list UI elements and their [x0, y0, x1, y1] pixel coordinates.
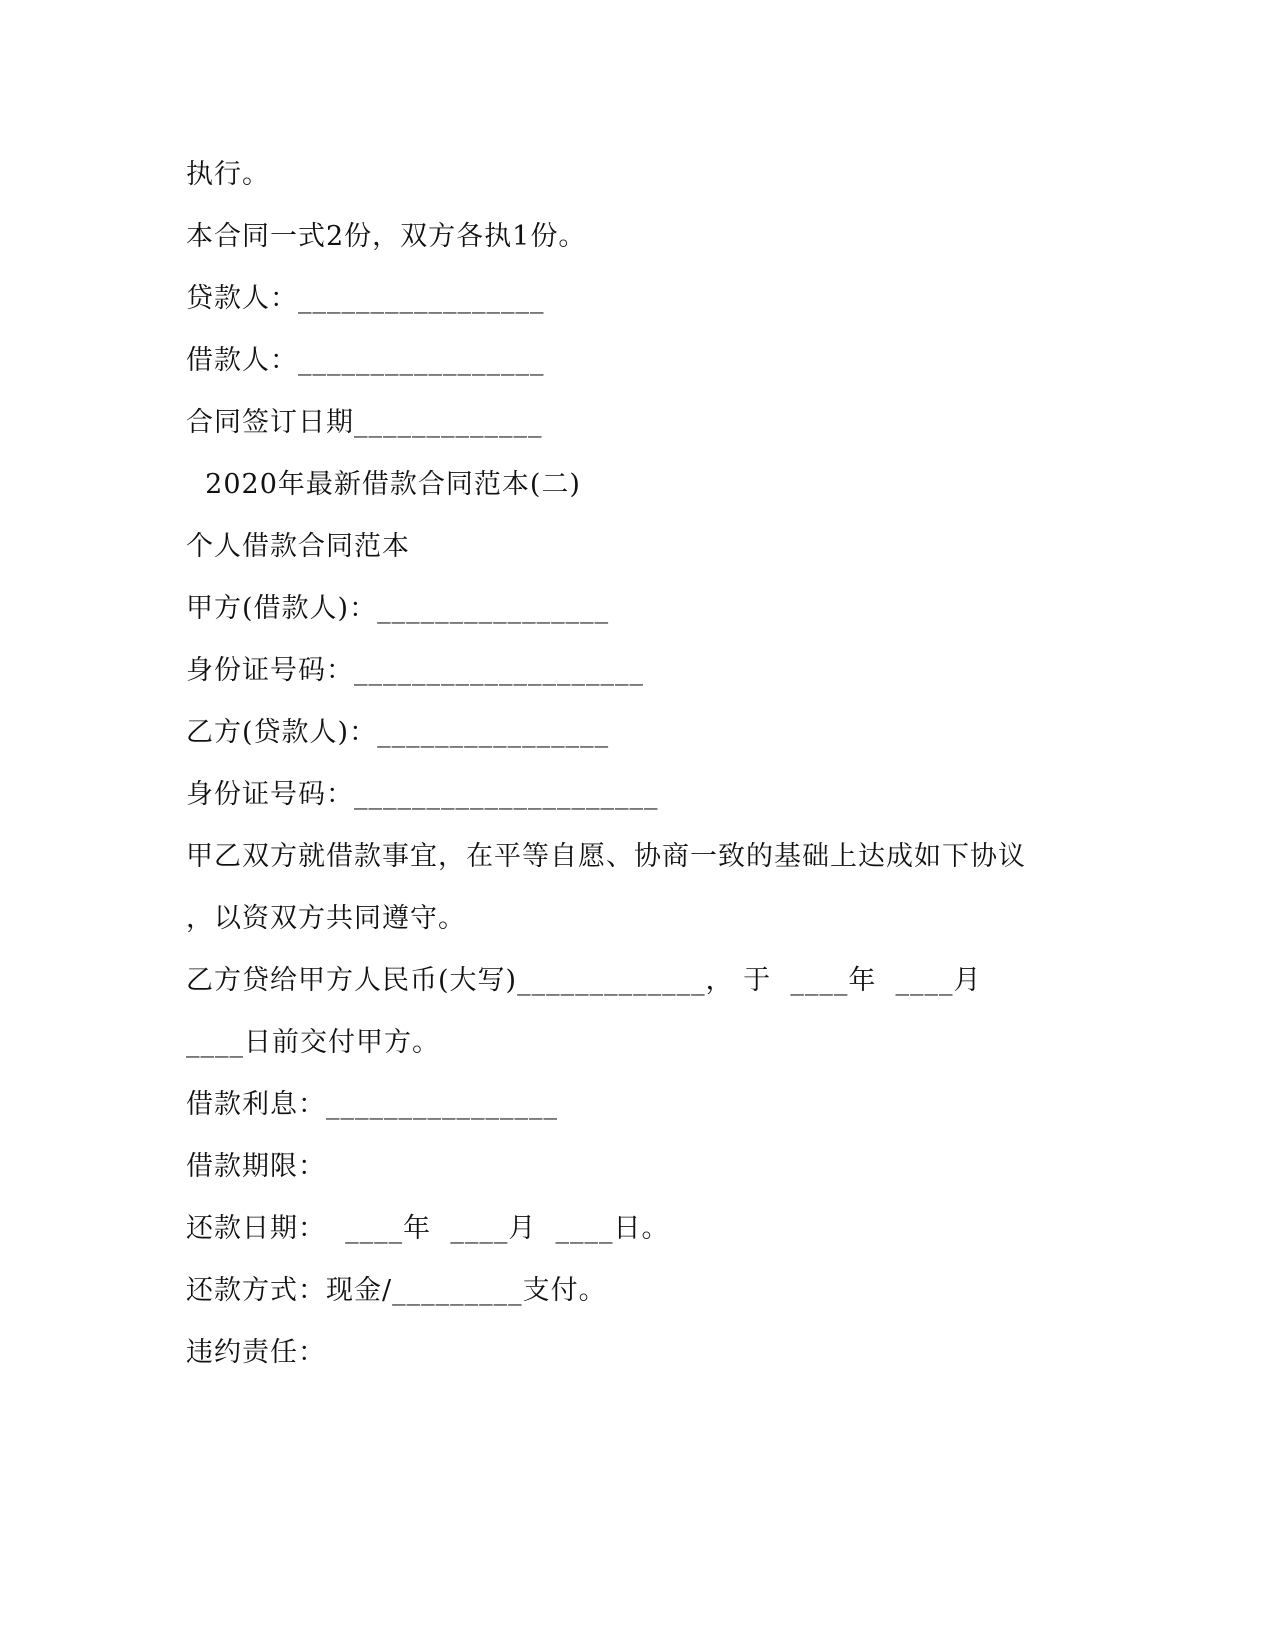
text-line-party-a-id: 身份证号码：____________________ [186, 655, 644, 686]
text-line-repayment-date: 还款日期： ____年 ____月 ____日。 [186, 1213, 670, 1244]
text-line-loan-amount-cont: ____日前交付甲方。 [186, 1027, 440, 1058]
text-line-party-b-id: 身份证号码：_____________________ [186, 779, 659, 810]
text-line-agreement-intro-cont: ，以资双方共同遵守。 [186, 903, 466, 934]
section-heading: 2020年最新借款合同范本(二) [186, 469, 581, 500]
contract-title: 个人借款合同范本 [186, 531, 410, 562]
text-line-sign-date: 合同签订日期_____________ [186, 407, 543, 438]
text-line-loan-amount: 乙方贷给甲方人民币(大写)_____________， 于 ____年 ____月 [186, 965, 982, 996]
text-line-liability: 违约责任： [186, 1337, 326, 1368]
text-line-interest: 借款利息：________________ [186, 1089, 558, 1120]
text-line-repayment-method: 还款方式：现金/_________支付。 [186, 1275, 607, 1306]
text-line-copies: 本合同一式2份，双方各执1份。 [186, 221, 587, 252]
text-line-party-b: 乙方(贷款人)：________________ [186, 717, 610, 748]
text-line-borrower-sign: 借款人：_________________ [186, 345, 545, 376]
text-line-party-a: 甲方(借款人)：________________ [186, 593, 610, 624]
text-line-execute: 执行。 [186, 159, 270, 190]
text-line-agreement-intro: 甲乙双方就借款事宜，在平等自愿、协商一致的基础上达成如下协议 [186, 841, 1026, 872]
text-line-lender-sign: 贷款人：_________________ [186, 283, 545, 314]
text-line-term: 借款期限： [186, 1151, 326, 1182]
